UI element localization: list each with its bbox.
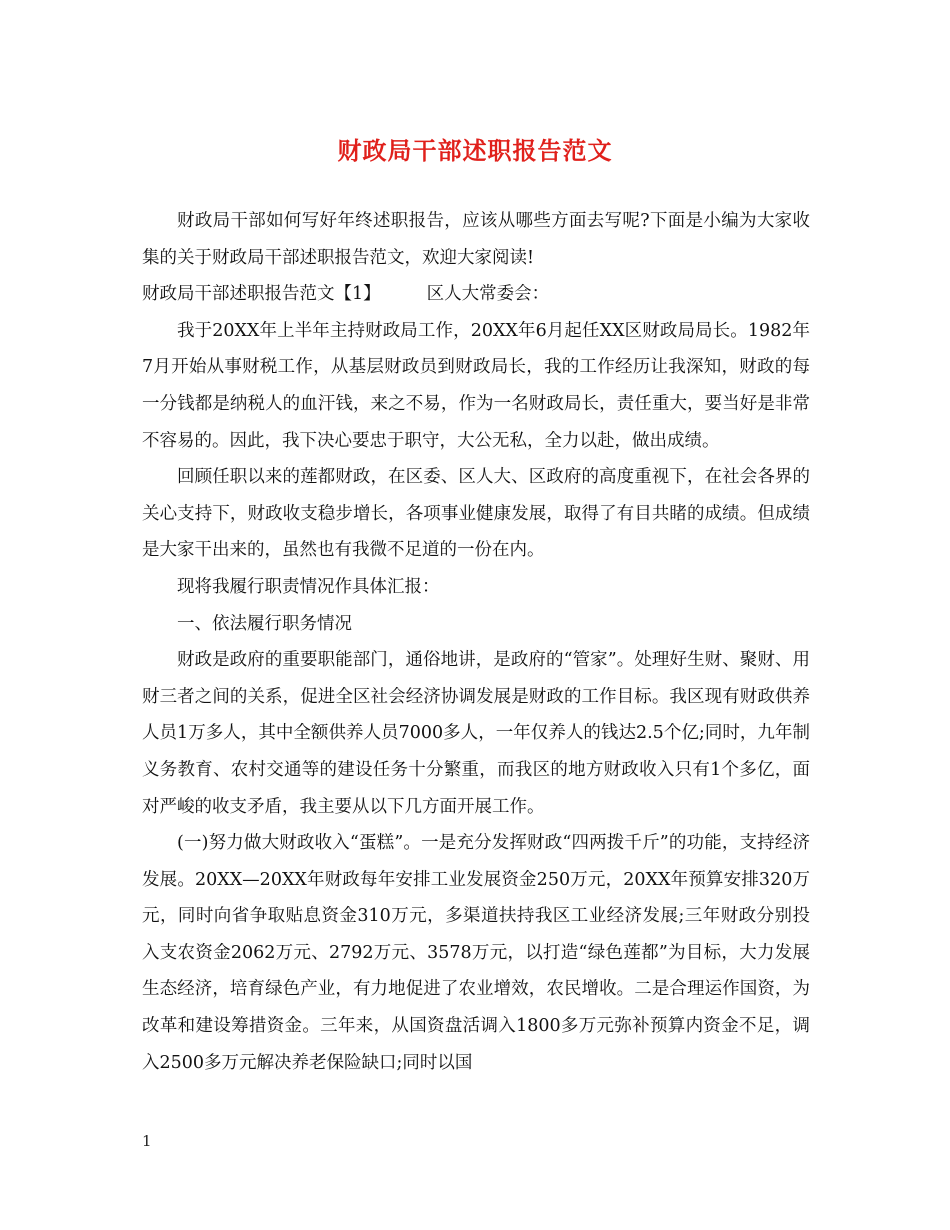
intro-paragraph: 财政局干部如何写好年终述职报告，应该从哪些方面去写呢?下面是小编为大家收集的关于财政局干部述职报告范文，欢迎大家阅读! (142, 211, 810, 268)
document-body (142, 203, 810, 1081)
body-paragraph: 我于20XX年上半年主持财政局工作，20XX年6月起任XX区财政局局长。1982年7月开始从事财税工作，从基层财政员到财政局长，我的工作经历让我深知，财政的每一分钱都是纳税人的血汗钱，来之不易，作为一名财政局长，责任重大，要当好是非常不容易的。因此，我下决心要忠于职守，大公无私，全力以赴，做出成绩。 (142, 320, 810, 451)
page-number: 1 (142, 1132, 152, 1150)
body-paragraph: 回顾任职以来的莲都财政，在区委、区人大、区政府的高度重视下，在社会各界的关心支持下，财政收支稳步增长，各项事业健康发展，取得了有目共睹的成绩。但成绩是大家干出来的，虽然也有我微不足道的一份在内。 (142, 467, 810, 561)
document-title: 财政局干部述职报告范文 (337, 136, 613, 165)
subsection-heading: 一、依法履行职务情况 (177, 613, 352, 634)
body-paragraph: 现将我履行职责情况作具体汇报： (177, 576, 440, 597)
body-paragraph: 财政是政府的重要职能部门，通俗地讲，是政府的“管家”。处理好生财、聚财、用财三者之间的关系，促进全区社会经济协调发展是财政的工作目标。我区现有财政供养人员1万多人，其中全额供养人员7000多人，一年仅养人的钱达2.5个亿;同时，九年制义务教育、农村交通等的建设任务十分繁重，而我区的地方财政收入只有1个多亿，面对严峻的收支矛盾，我主要从以下几方面开展工作。 (142, 650, 810, 817)
section-heading-line (142, 276, 810, 313)
body-paragraph: (一)努力做大财政收入“蛋糕”。一是充分发挥财政“四两拨千斤”的功能，支持经济发展。20XX—20XX年财政每年安排工业发展资金250万元，20XX年预算安排320万元，同时向省争取贴息资金310万元，多渠道扶持我区工业经济发展;三年财政分别投入支农资金2062万元、2792万元、3578万元，以打造“绿色莲都”为目标，大力发展生态经济，培育绿色产业，有力地促进了农业增效，农民增收。二是合理运作国资，为改革和建设筹措资金。三年来，从国资盘活调入1800多万元弥补预算内资金不足，调入2500多万元解决养老保险缺口;同时以国 (142, 833, 810, 1073)
addressee: 区人大常委会： (426, 284, 550, 305)
section-heading: 财政局干部述职报告范文【1】 (142, 284, 381, 305)
